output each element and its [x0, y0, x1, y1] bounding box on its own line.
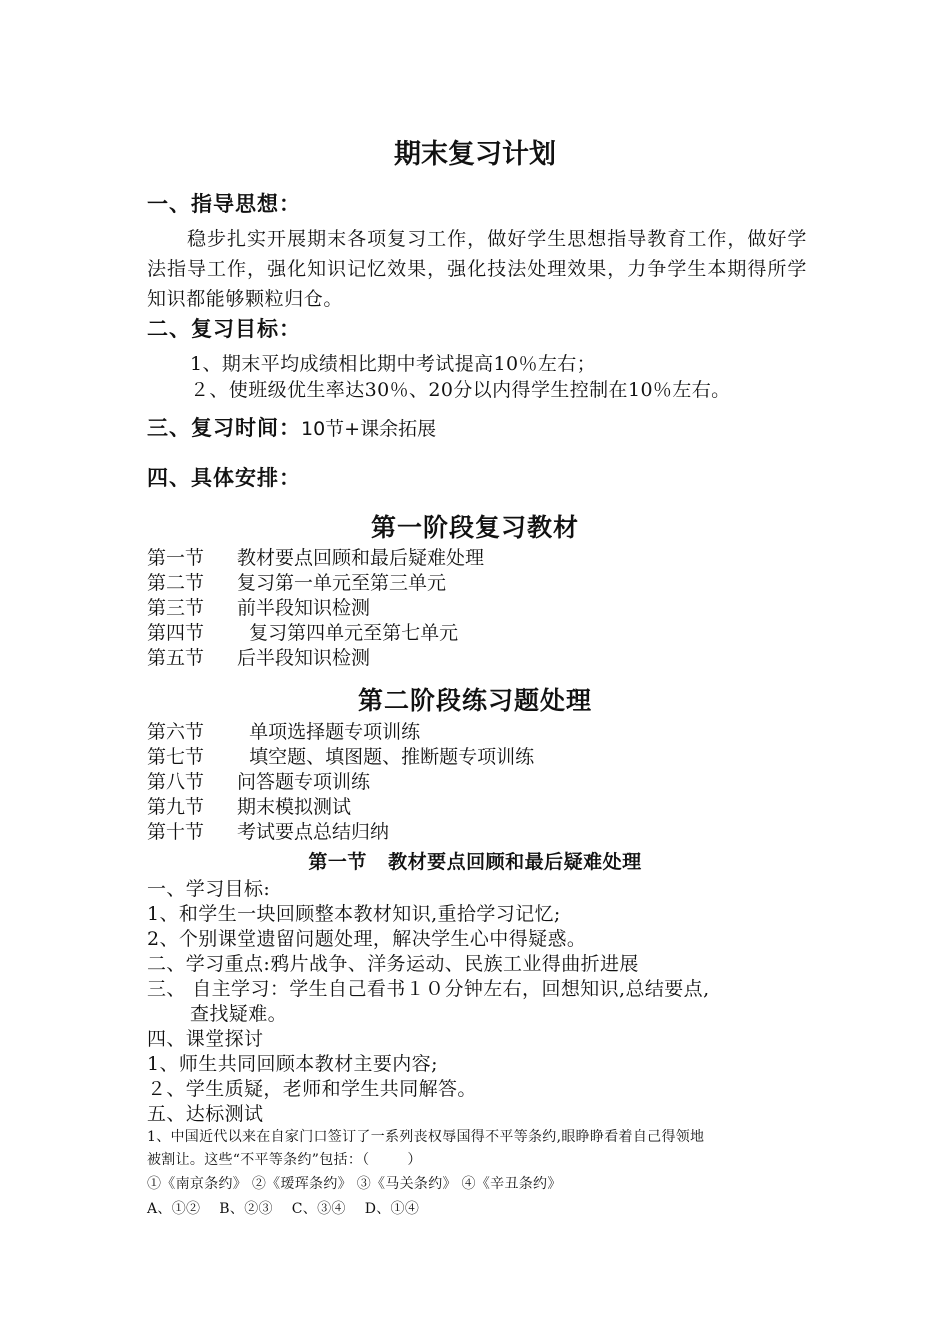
- heading-review-goals: 二、复习目标：: [147, 317, 301, 341]
- lesson-item: 第二节 复习第一单元至第三单元: [147, 572, 447, 594]
- lesson-1-line: 二、学习重点:鸦片战争、洋务运动、民族工业得曲折进展: [147, 953, 639, 975]
- stage-2-title: 第二阶段练习题处理: [357, 686, 592, 715]
- goal-2: ２、使班级优生率达30％、20分以内得学生控制在10％左右。: [190, 379, 731, 401]
- heading-arrangement: 四、具体安排：: [147, 466, 301, 490]
- question-1-items: ①《南京条约》 ②《瑷珲条约》 ③《马关条约》 ④《辛丑条约》: [147, 1176, 562, 1192]
- lesson-item: 第十节 考试要点总结归纳: [147, 821, 390, 843]
- lesson-1-title: 第一节 教材要点回顾和最后疑难处理: [308, 851, 642, 873]
- review-time-value: 10节+课余拓展: [301, 418, 437, 440]
- lesson-item: 第九节 期末模拟测试: [147, 796, 352, 818]
- lesson-1-line: 四、课堂探讨: [147, 1028, 264, 1050]
- guiding-thought-text: 稳步扎实开展期末各项复习工作，做好学生思想指导教育工作，做好学法指导工作，强化知识记忆效果，强化技法处理效果，力争学生本期得所学知识都能够颗粒归仓。: [147, 228, 807, 310]
- lesson-item: 第七节 填空题、填图题、推断题专项训练: [147, 746, 535, 768]
- lesson-item: 第八节 问答题专项训练: [147, 771, 371, 793]
- lesson-1-line: ２、学生质疑，老师和学生共同解答。: [147, 1078, 477, 1100]
- page-title: 期末复习计划: [394, 139, 556, 170]
- lesson-1-line: 2、个别课堂遗留问题处理，解决学生心中得疑惑。: [147, 928, 587, 950]
- question-1-line-1: 1、中国近代以来在自家门口签订了一系列丧权辱国得不平等条约,眼睁睁看着自己得领地: [147, 1129, 705, 1145]
- question-1-line-2: 被割让。这些“不平等条约”包括：（ ）: [147, 1152, 422, 1168]
- lesson-item: 第五节 后半段知识检测: [147, 647, 371, 669]
- lesson-1-line: 1、和学生一块回顾整本教材知识,重拾学习记忆;: [147, 903, 561, 925]
- goal-1: 1、期末平均成绩相比期中考试提高10％左右；: [190, 353, 597, 375]
- lesson-item: 第一节 教材要点回顾和最后疑难处理: [147, 547, 485, 569]
- question-1-options: A、①② B、②③ C、③④ D、①④: [147, 1201, 420, 1217]
- heading-review-time: [147, 412, 436, 442]
- lesson-1-line: 五、达标测试: [147, 1103, 264, 1125]
- lesson-1-line: 三、 自主学习：学生自己看书１０分钟左右，回想知识,总结要点,: [147, 978, 710, 1000]
- heading-guiding-thought: 一、指导思想：: [147, 192, 301, 216]
- lesson-1-line: 1、师生共同回顾本教材主要内容;: [147, 1053, 438, 1075]
- review-time-label: 三、复习时间：: [147, 416, 301, 440]
- lesson-1-line: 查找疑难。: [190, 1003, 288, 1025]
- lesson-item: 第六节 单项选择题专项训练: [147, 721, 421, 743]
- stage-1-title: 第一阶段复习教材: [370, 513, 579, 542]
- lesson-item: 第四节 复习第四单元至第七单元: [147, 622, 459, 644]
- lesson-1-line: 一、学习目标:: [147, 878, 271, 900]
- lesson-item: 第三节 前半段知识检测: [147, 597, 371, 619]
